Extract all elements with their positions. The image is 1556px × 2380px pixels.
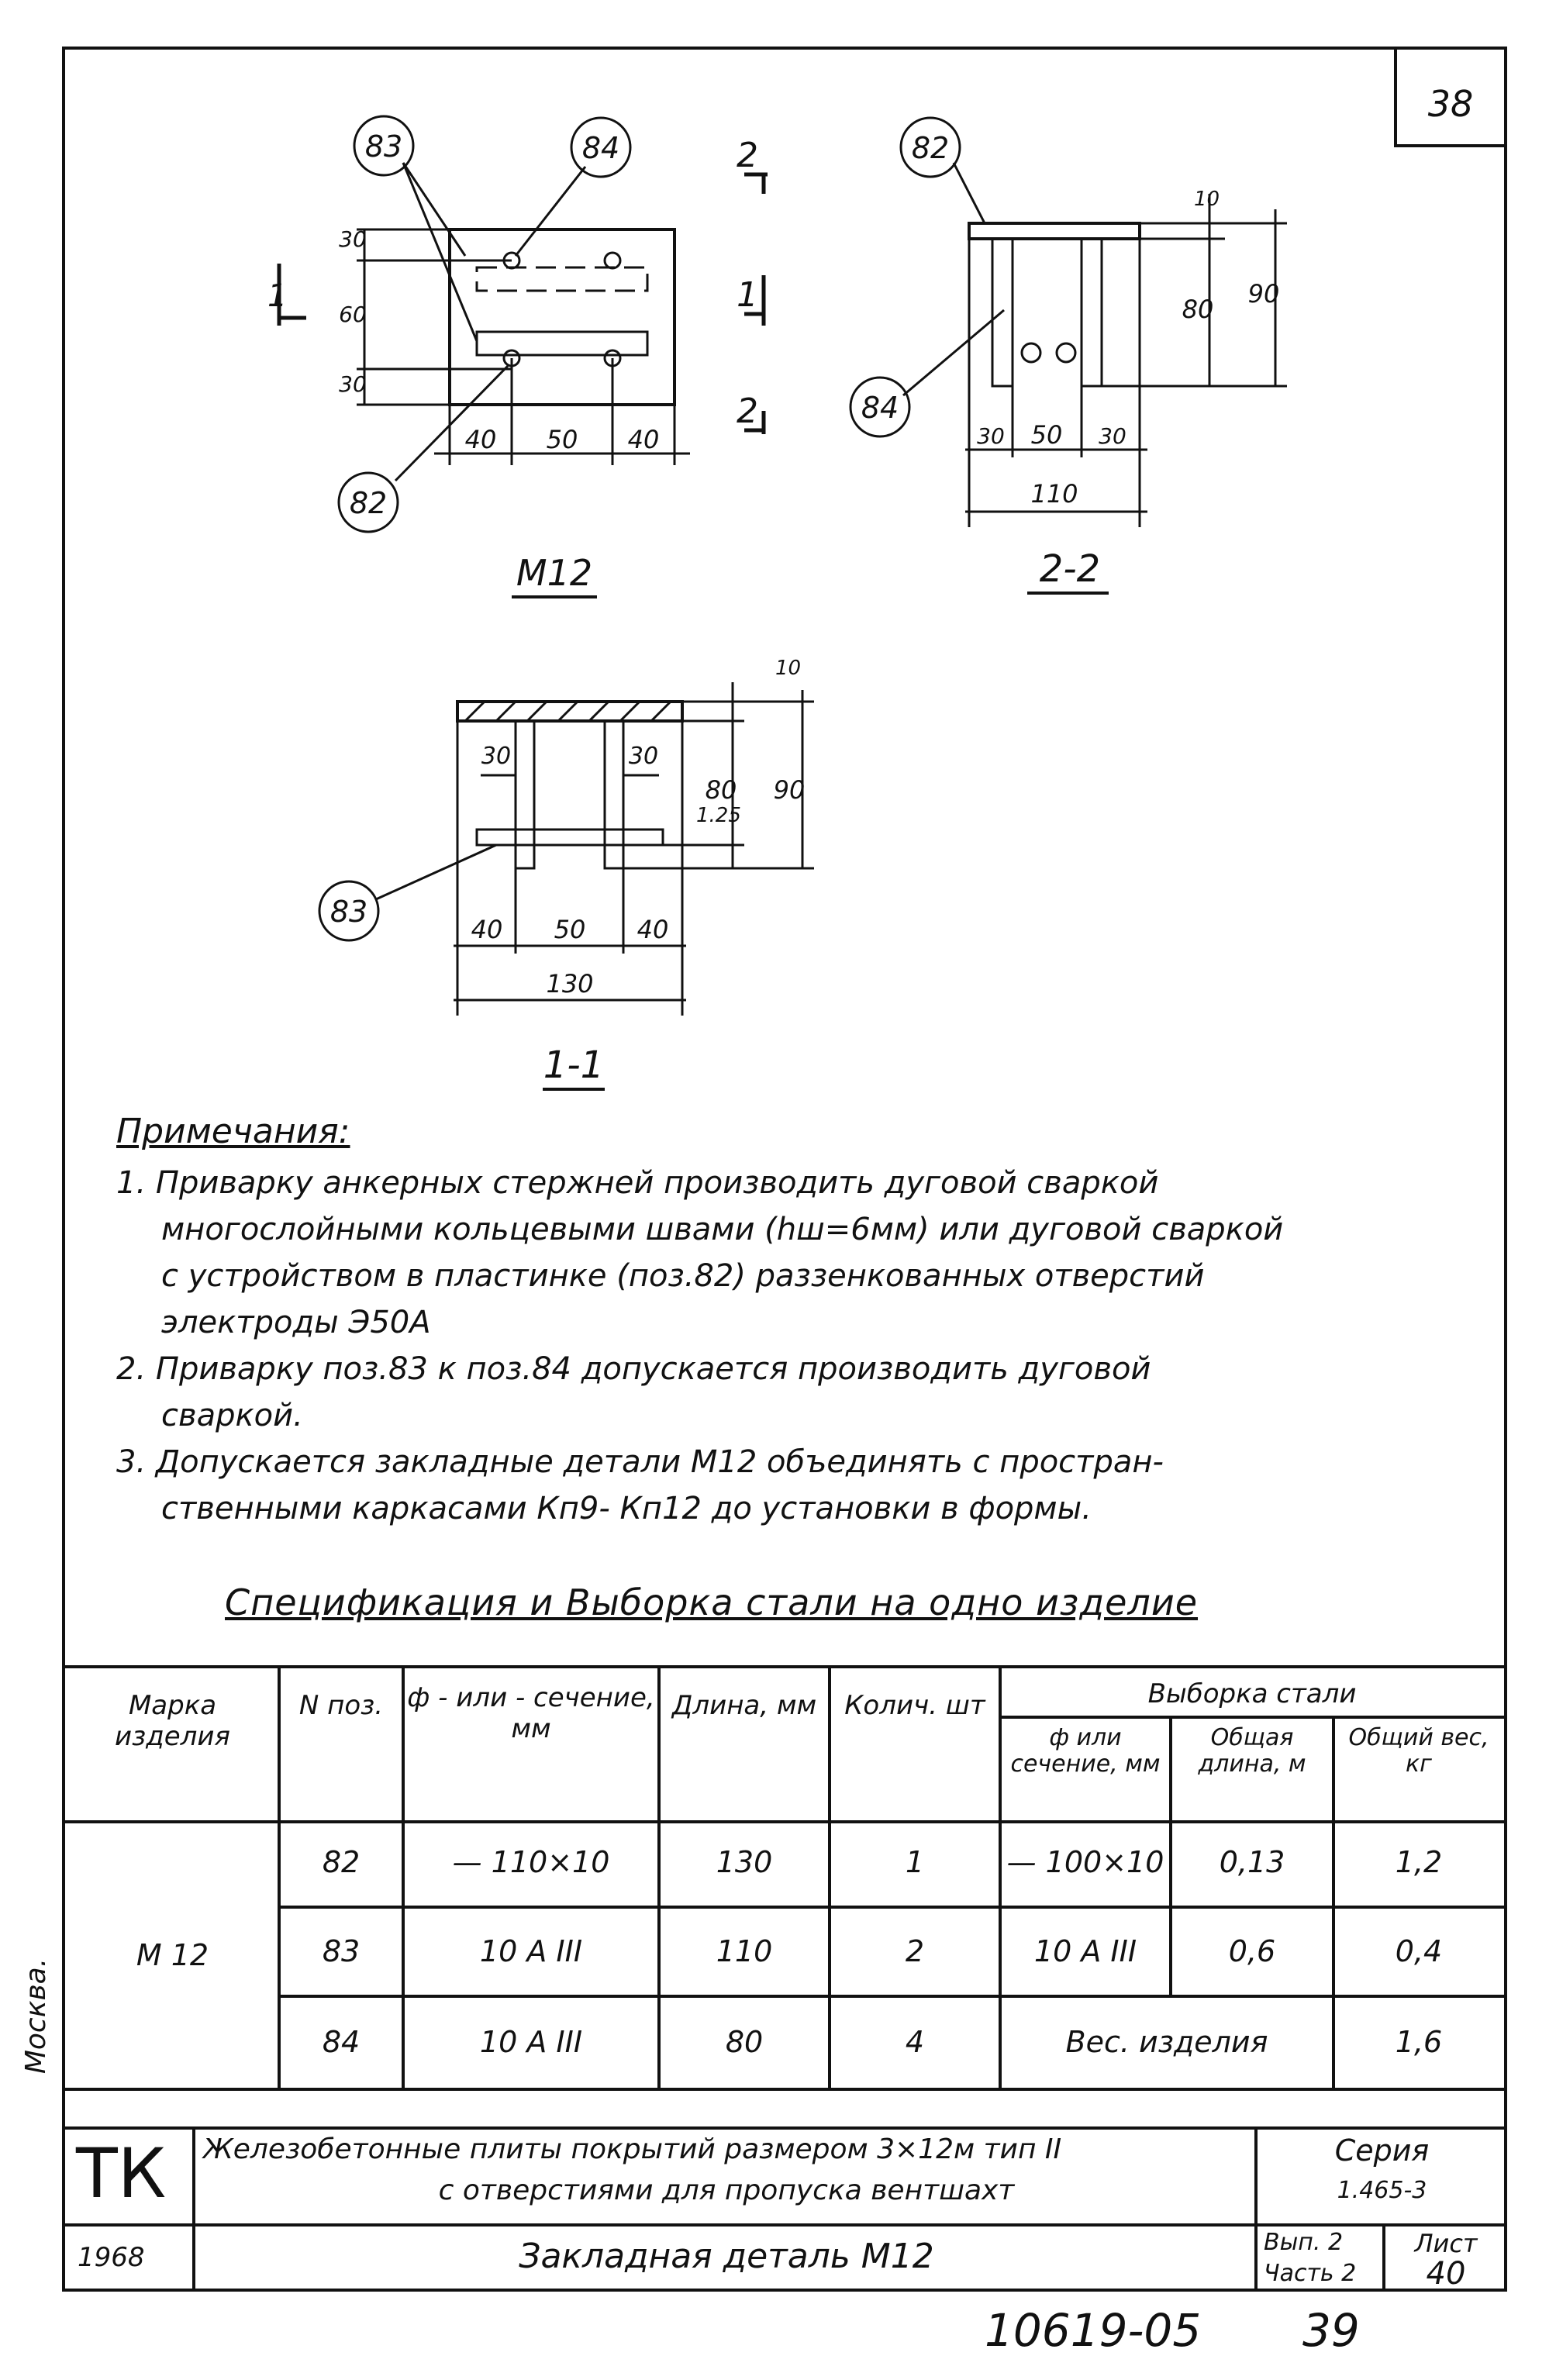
year: 1968 xyxy=(78,2242,145,2273)
s22-dim-h-1: 30 xyxy=(977,423,1005,449)
s22-dim-v-90: 90 xyxy=(1247,279,1280,309)
sheet-number: 38 xyxy=(1427,83,1474,125)
section-2-2-title: 2-2 xyxy=(1039,547,1101,591)
issue-label: Вып. 2 xyxy=(1264,2229,1344,2256)
note-1-line-2: многослойными кольцевыми швами (hш=6мм) или дуговой сваркой xyxy=(161,1212,1284,1247)
mark-value: М 12 xyxy=(136,1938,209,1972)
header-selection: Выборка стали xyxy=(1147,1678,1357,1709)
plan-m12-drawing xyxy=(279,116,768,597)
s11-dim-top-2: 30 xyxy=(628,743,659,770)
plan-dim-v-1: 30 xyxy=(339,226,367,252)
row-83-section: 10 А III xyxy=(479,1934,583,1968)
note-item-1 xyxy=(116,1160,1481,1346)
callout-84-s22: 84 xyxy=(861,391,899,425)
s11-dim-total: 130 xyxy=(546,969,594,999)
row-83-sel-section: 10 А III xyxy=(1033,1934,1137,1968)
row-82-sel-section: — 100×10 xyxy=(1006,1845,1164,1879)
note-item-2 xyxy=(116,1346,1481,1439)
callout-83: 83 xyxy=(364,129,403,164)
plan-dim-v-3: 30 xyxy=(339,371,367,397)
callout-82: 82 xyxy=(349,486,388,520)
section-mark-2-bottom: 2 xyxy=(737,391,758,431)
row-82-pos: 82 xyxy=(322,1845,361,1879)
row-82-qty: 1 xyxy=(905,1845,925,1879)
row-83-sel-length: 0,6 xyxy=(1228,1934,1276,1968)
row-83-pos: 83 xyxy=(322,1934,361,1968)
row-84-section: 10 А III xyxy=(479,2025,583,2059)
footer-code: 10619-05 xyxy=(985,2304,1202,2357)
note-2-line-2: сваркой. xyxy=(161,1398,303,1433)
note-2-line-1: 2. Приварку поз.83 к поз.84 допускается производить дуговой xyxy=(116,1351,1151,1387)
row-83-sel-weight: 0,4 xyxy=(1395,1934,1443,1968)
row-84-pos: 84 xyxy=(322,2025,361,2059)
s22-dim-v-10: 10 xyxy=(1194,188,1220,211)
s11-dim-h-2: 50 xyxy=(554,915,586,944)
section-1-1-drawing xyxy=(319,682,814,1089)
project-line-2: с отверстиями для пропуска вентшахт xyxy=(438,2175,1015,2206)
header-mark: Марка изделия xyxy=(115,1690,230,1752)
s11-dim-h-3: 40 xyxy=(637,915,669,944)
header-sel-section: ф или сечение, мм xyxy=(1010,1724,1161,1778)
plan-dim-h-2: 50 xyxy=(546,425,578,454)
header-sel-weight: Общий вес, кг xyxy=(1348,1724,1489,1778)
note-1-line-4: электроды Э50А xyxy=(161,1305,431,1340)
sheet-label: Лист xyxy=(1414,2229,1478,2258)
callout-82-s22: 82 xyxy=(911,131,950,165)
s22-dim-h-3: 30 xyxy=(1099,423,1126,449)
header-length: Длина, мм xyxy=(671,1690,817,1721)
callout-83-s11: 83 xyxy=(329,895,368,929)
s11-dim-v-90: 90 xyxy=(773,775,806,805)
spec-table-title: Спецификация и Выборка стали на одно изделие xyxy=(225,1581,1199,1623)
notes-heading: Примечания: xyxy=(116,1112,350,1151)
row-83-length: 110 xyxy=(716,1934,773,1968)
project-line-1: Железобетонные плиты покрытий размером 3×12м тип II xyxy=(203,2133,1062,2165)
plan-dim-v-2: 60 xyxy=(339,302,367,327)
plan-dim-h-1: 40 xyxy=(464,425,497,454)
note-1-line-3: с устройством в пластинке (поз.82) раззенкованных отверстий xyxy=(161,1258,1205,1294)
callout-84: 84 xyxy=(581,131,620,165)
row-84-sel-section: Вес. изделия xyxy=(1065,2025,1268,2059)
s11-dim-v-125: 1.25 xyxy=(696,804,741,827)
row-82-sel-length: 0,13 xyxy=(1219,1845,1285,1879)
org-stamp: ТК xyxy=(76,2133,167,2213)
note-3-line-1: 3. Допускается закладные детали М12 объединять с простран- xyxy=(116,1444,1164,1480)
row-84-length: 80 xyxy=(725,2025,764,2059)
header-section: ф - или - сечение, мм xyxy=(407,1682,655,1744)
s11-dim-v-80: 80 xyxy=(705,775,737,805)
footer-page: 39 xyxy=(1302,2304,1360,2357)
part-label: Часть 2 xyxy=(1264,2260,1357,2287)
s22-dim-h-2: 50 xyxy=(1030,420,1063,450)
s11-dim-h-1: 40 xyxy=(471,915,503,944)
s22-dim-v-80: 80 xyxy=(1182,295,1214,324)
series-label: Серия xyxy=(1334,2133,1430,2168)
plan-title: М12 xyxy=(516,552,593,594)
row-82-sel-weight: 1,2 xyxy=(1395,1845,1443,1879)
section-1-1-title: 1-1 xyxy=(543,1043,605,1087)
header-pos: N поз. xyxy=(298,1690,384,1721)
header-sel-length: Общая длина, м xyxy=(1198,1724,1306,1778)
s11-dim-v-10: 10 xyxy=(775,657,802,680)
note-item-3 xyxy=(116,1439,1481,1532)
note-1-line-1: 1. Приварку анкерных стержней производить дуговой сваркой xyxy=(116,1165,1159,1201)
side-city-label: Москва. xyxy=(20,1957,53,2075)
section-mark-1-left: 1 xyxy=(267,278,288,314)
s11-dim-top-1: 30 xyxy=(481,743,512,770)
sheet-value: 40 xyxy=(1426,2256,1466,2292)
row-84-qty: 4 xyxy=(905,2025,925,2059)
section-mark-2-top: 2 xyxy=(737,136,758,175)
header-qty: Колич. шт xyxy=(844,1690,985,1721)
row-83-qty: 2 xyxy=(905,1934,925,1968)
note-3-line-2: ственными каркасами Кп9- Кп12 до установки в формы. xyxy=(161,1491,1092,1526)
drawing-name: Закладная деталь М12 xyxy=(519,2237,934,2276)
row-82-length: 130 xyxy=(716,1845,773,1879)
notes-block xyxy=(116,1109,1481,1532)
row-82-section: — 110×10 xyxy=(452,1845,610,1879)
series-value: 1.465-3 xyxy=(1337,2177,1427,2204)
section-mark-1-right: 1 xyxy=(737,275,758,315)
section-2-2-drawing xyxy=(850,118,1287,593)
s22-dim-total: 110 xyxy=(1030,479,1078,509)
plan-dim-h-3: 40 xyxy=(627,425,660,454)
row-84-sel-weight: 1,6 xyxy=(1395,2025,1443,2059)
